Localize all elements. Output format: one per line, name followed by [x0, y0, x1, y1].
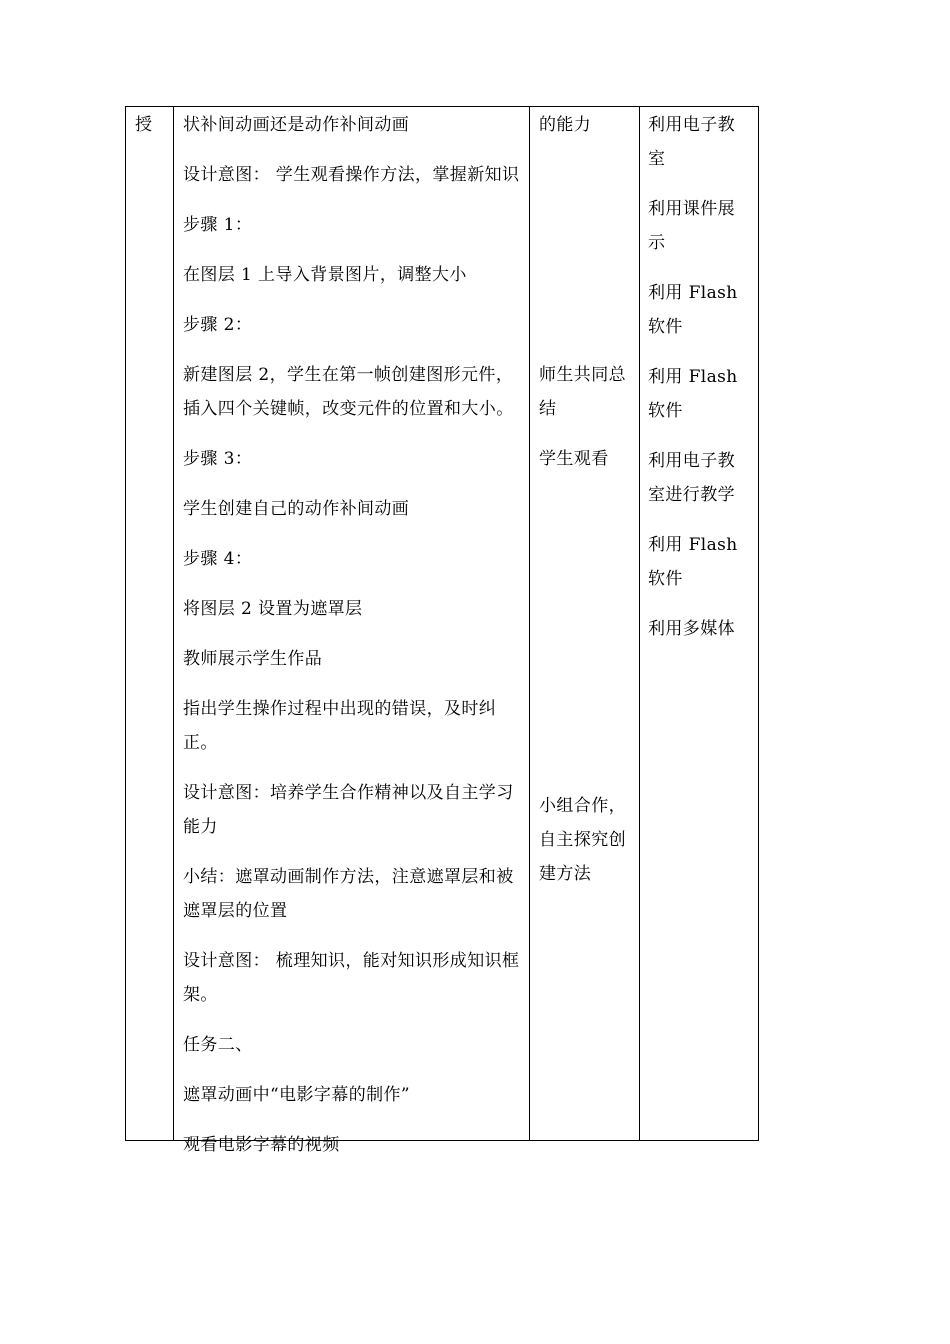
- activity-line: 建方法: [539, 864, 592, 884]
- process-paragraph: [183, 1128, 523, 1162]
- process-paragraph: [183, 592, 523, 626]
- process-paragraph-line: 步骤 3：: [183, 449, 253, 469]
- activity-line: 自主探究创: [539, 830, 626, 850]
- process-paragraph: [183, 358, 523, 426]
- process-paragraph: [183, 692, 523, 760]
- paragraph-gap: [183, 676, 523, 692]
- activity-line: 的能力: [539, 115, 592, 135]
- paragraph-gap: [183, 342, 523, 358]
- activity-block-group: [539, 789, 635, 891]
- process-paragraph: [183, 308, 523, 342]
- paragraph-gap: [648, 176, 753, 192]
- media-paragraph: [648, 612, 753, 646]
- process-paragraph-line: 教师展示学生作品: [183, 649, 323, 669]
- activity-block-ability: [539, 108, 635, 142]
- process-paragraph-line: 遮罩层的位置: [183, 901, 288, 921]
- media-paragraph-line: 室: [648, 149, 666, 169]
- paragraph-gap: [648, 596, 753, 612]
- paragraph-gap: [183, 476, 523, 492]
- process-paragraph-line: 步骤 4：: [183, 549, 253, 569]
- process-paragraph: [183, 944, 523, 1012]
- paragraph-gap: [183, 1112, 523, 1128]
- media-paragraph-line: 利用电子教: [648, 451, 735, 471]
- process-paragraph-line: 设计意图： 学生观看操作方法，掌握新知识: [183, 165, 520, 185]
- media-paragraph: [648, 360, 753, 428]
- process-paragraph-line: 在图层 1 上导入背景图片，调整大小: [183, 265, 467, 285]
- media-paragraph-line: 利用多媒体: [648, 619, 735, 639]
- paragraph-gap: [183, 292, 523, 308]
- paragraph-gap: [183, 576, 523, 592]
- process-paragraph-line: 步骤 2：: [183, 315, 253, 335]
- process-paragraph: [183, 642, 523, 676]
- media-paragraph: [648, 444, 753, 512]
- media-paragraph-line: 利用 Flash: [648, 535, 738, 555]
- media-paragraph: [648, 276, 753, 344]
- process-paragraph-line: 小结：遮罩动画制作方法，注意遮罩层和被: [183, 867, 514, 887]
- process-paragraph: [183, 442, 523, 476]
- paragraph-gap: [183, 192, 523, 208]
- process-paragraph-line: 将图层 2 设置为遮罩层: [183, 599, 363, 619]
- stage-label: 授: [135, 115, 153, 135]
- paragraph-gap: [183, 760, 523, 776]
- media-paragraph: [648, 108, 753, 176]
- paragraph-gap: [648, 428, 753, 444]
- activity-line: 结: [539, 399, 557, 419]
- paragraph-gap: [648, 512, 753, 528]
- paragraph-gap: [183, 526, 523, 542]
- process-paragraph: [183, 776, 523, 844]
- process-paragraph: [183, 492, 523, 526]
- process-paragraph-line: 指出学生操作过程中出现的错误，及时纠正。: [183, 699, 497, 753]
- media-paragraph-line: 软件: [648, 569, 683, 589]
- process-paragraph-line: 遮罩动画中“电影字幕的制作”: [183, 1085, 410, 1105]
- activity-line: 小组合作，: [539, 796, 626, 816]
- media-paragraph: [648, 528, 753, 596]
- paragraph-gap: [183, 142, 523, 158]
- activity-block-watch: [539, 442, 635, 476]
- process-paragraph-line: 任务二、: [183, 1035, 253, 1055]
- media-paragraph-line: 室进行教学: [648, 485, 735, 505]
- process-paragraph-line: 设计意图：培养学生合作精神以及自主学习: [183, 783, 514, 803]
- process-paragraph-line: 设计意图： 梳理知识，能对知识形成知识框: [183, 951, 520, 971]
- paragraph-gap: [648, 344, 753, 360]
- process-paragraph: [183, 1028, 523, 1062]
- paragraph-gap: [183, 844, 523, 860]
- media-paragraph-line: 利用 Flash: [648, 367, 738, 387]
- student-activity-cell: [529, 107, 639, 1140]
- process-paragraph-line: 学生创建自己的动作补间动画: [183, 499, 410, 519]
- media-paragraph-line: 利用电子教: [648, 115, 735, 135]
- process-paragraph-line: 插入四个关键帧，改变元件的位置和大小。: [183, 399, 514, 419]
- media-paragraph-line: 示: [648, 233, 666, 253]
- paragraph-gap: [183, 242, 523, 258]
- process-paragraph-line: 架。: [183, 985, 218, 1005]
- teaching-process-cell: [173, 107, 529, 1155]
- process-paragraph-line: 步骤 1：: [183, 215, 253, 235]
- process-paragraph-line: 观看电影字幕的视频: [183, 1135, 340, 1155]
- process-paragraph: [183, 158, 523, 192]
- activity-block-summary: [539, 358, 635, 426]
- process-paragraph-line: 新建图层 2，学生在第一帧创建图形元件，: [183, 365, 514, 385]
- paragraph-gap: [183, 426, 523, 442]
- process-paragraph: [183, 258, 523, 292]
- media-paragraph-line: 软件: [648, 317, 683, 337]
- process-paragraph-line: 状补间动画还是动作补间动画: [183, 115, 410, 135]
- media-paragraph-line: 软件: [648, 401, 683, 421]
- process-paragraph: [183, 542, 523, 576]
- paragraph-gap: [183, 626, 523, 642]
- activity-line: 师生共同总: [539, 365, 626, 385]
- paragraph-gap: [183, 1012, 523, 1028]
- activity-line: 学生观看: [539, 449, 609, 469]
- media-usage-cell: [639, 107, 759, 1140]
- paragraph-gap: [183, 928, 523, 944]
- process-paragraph: [183, 208, 523, 242]
- lesson-plan-table: [125, 106, 759, 1155]
- media-paragraph-line: 利用 Flash: [648, 283, 738, 303]
- media-paragraph: [648, 192, 753, 260]
- process-paragraph: [183, 108, 523, 142]
- paragraph-gap: [183, 1062, 523, 1078]
- media-paragraph-line: 利用课件展: [648, 199, 735, 219]
- process-paragraph: [183, 860, 523, 928]
- process-paragraph: [183, 1078, 523, 1112]
- stage-label-cell: [126, 107, 173, 1140]
- process-paragraph-line: 能力: [183, 817, 218, 837]
- paragraph-gap: [648, 260, 753, 276]
